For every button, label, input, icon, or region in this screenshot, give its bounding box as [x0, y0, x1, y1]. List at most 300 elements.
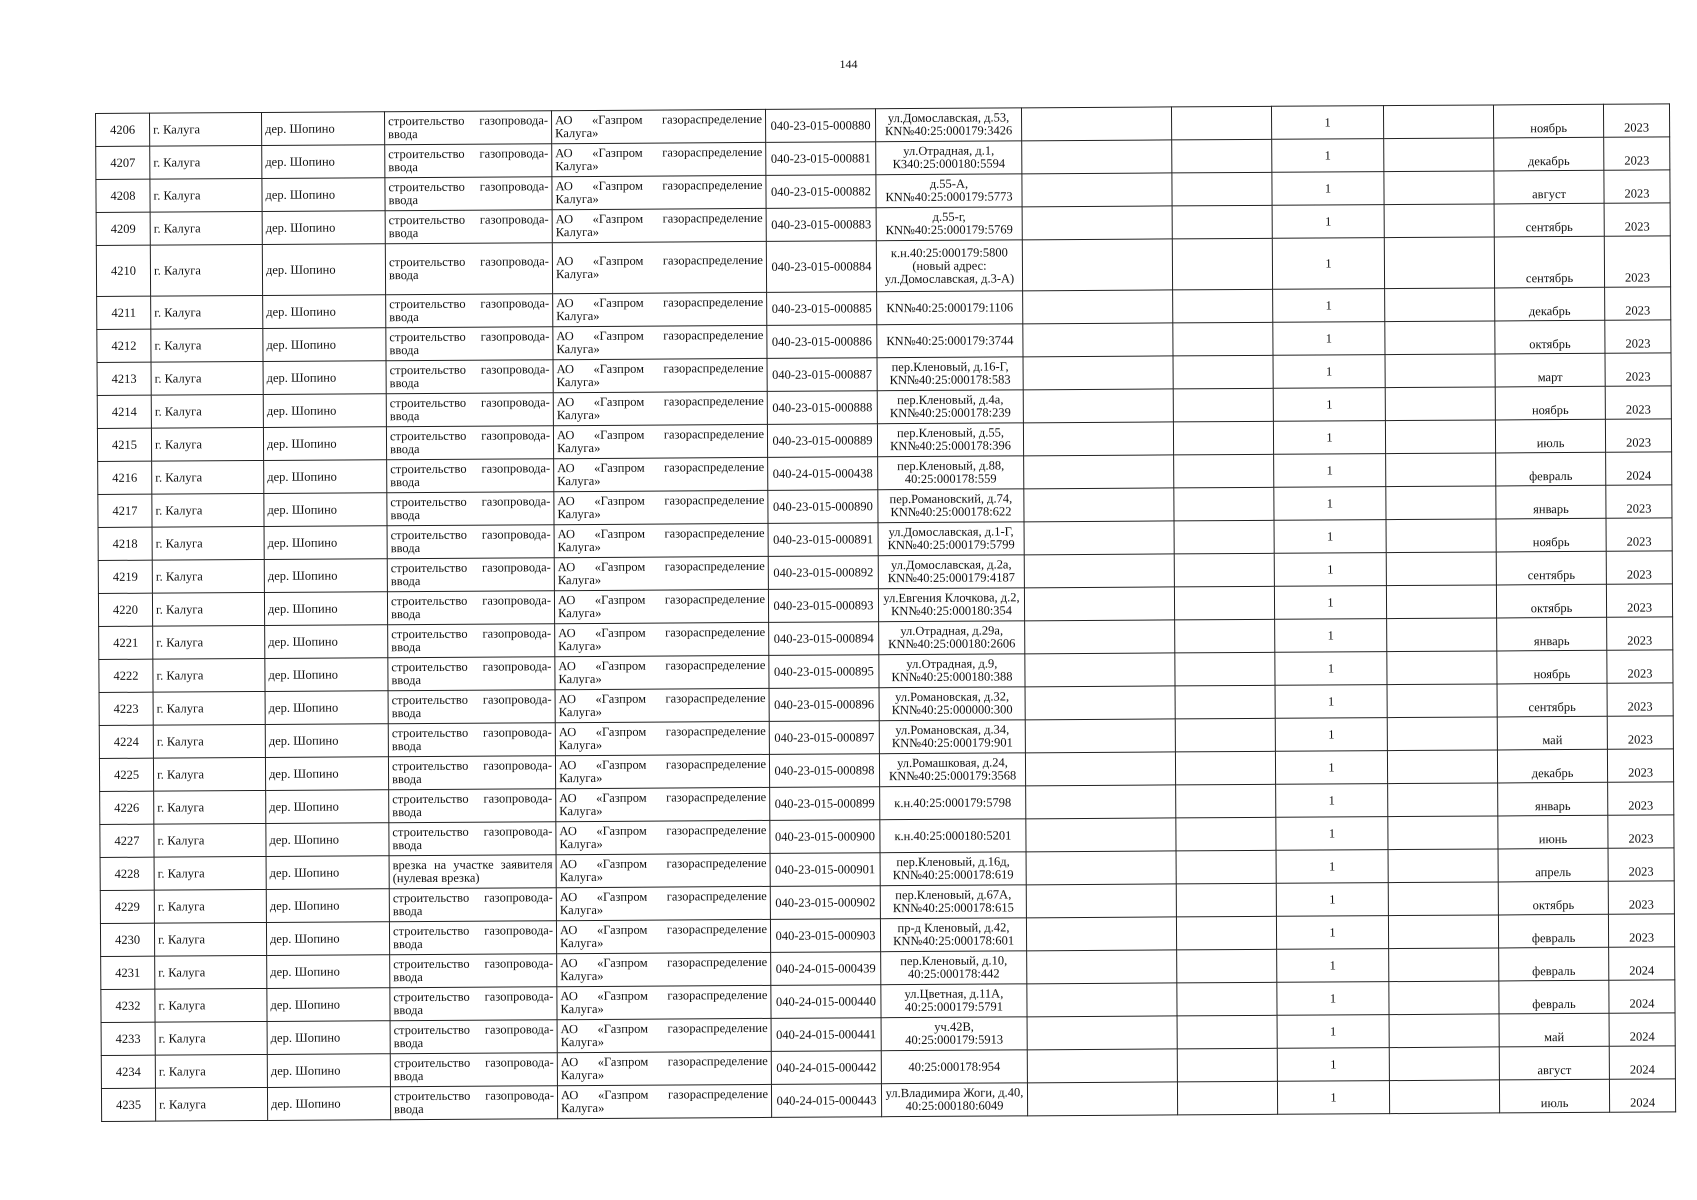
- row-village: дер. Шопино: [265, 724, 388, 758]
- row-code: 040-23-015-000902: [770, 886, 880, 920]
- row-year: 2023: [1608, 782, 1674, 815]
- row-number: 4229: [100, 890, 154, 923]
- row-number: 4222: [99, 659, 153, 692]
- row-number: 4227: [100, 824, 154, 857]
- row-organization: АО «Газпром газораспределение Калуга»: [555, 655, 769, 689]
- row-quantity: 1: [1274, 520, 1386, 554]
- row-quantity: 1: [1275, 751, 1387, 785]
- row-quantity: 1: [1272, 172, 1384, 206]
- row-quantity: 1: [1276, 850, 1388, 884]
- row-organization: АО «Газпром газораспределение Калуга»: [557, 1051, 771, 1085]
- row-number: 4208: [96, 179, 150, 212]
- row-address: ул.Отрадная, д.29а, КN№40:25:000180:2606: [879, 621, 1025, 655]
- row-work-type: строительство газопровода-ввода: [390, 987, 557, 1021]
- row-empty-cell: [1026, 785, 1176, 819]
- row-organization: АО «Газпром газораспределение Калуга»: [554, 490, 768, 524]
- row-address: ул.Владимира Жоги, д.40, 40:25:000180:6049: [881, 1083, 1027, 1117]
- row-number: 4214: [97, 395, 151, 428]
- row-month: декабрь: [1494, 137, 1604, 171]
- row-work-type: строительство газопровода-ввода: [388, 690, 555, 724]
- row-address: пер.Кленовый, д.67А, КN№40:25:000178:615: [880, 885, 1026, 919]
- row-quantity: 1: [1272, 205, 1384, 239]
- row-work-type: строительство газопровода-ввода: [387, 591, 554, 625]
- row-year: 2023: [1606, 485, 1672, 518]
- row-year: 2024: [1609, 947, 1675, 980]
- row-village: дер. Шопино: [262, 145, 385, 179]
- row-code: 040-23-015-000883: [766, 208, 876, 242]
- row-work-type: строительство газопровода-ввода: [387, 492, 554, 526]
- row-code: 040-23-015-000897: [769, 721, 879, 755]
- row-organization: АО «Газпром газораспределение Калуга»: [557, 952, 771, 986]
- row-organization: АО «Газпром газораспределение Калуга»: [555, 622, 769, 656]
- row-village: дер. Шопино: [265, 757, 388, 791]
- row-empty-cell: [1175, 751, 1275, 785]
- row-number: 4218: [98, 527, 152, 560]
- row-city: г. Калуга: [155, 1087, 267, 1121]
- row-empty-cell: [1386, 519, 1496, 553]
- row-city: г. Калуга: [151, 295, 263, 329]
- row-empty-cell: [1022, 206, 1172, 240]
- row-number: 4225: [99, 758, 153, 791]
- row-year: 2023: [1605, 419, 1671, 452]
- row-empty-cell: [1389, 1080, 1499, 1114]
- row-village: дер. Шопино: [263, 394, 386, 428]
- row-organization: АО «Газпром газораспределение Калуга»: [552, 142, 766, 176]
- row-empty-cell: [1173, 421, 1273, 455]
- row-address: ул.Цветная, д.11А, 40:25:000179:5791: [881, 984, 1027, 1018]
- row-code: 040-24-015-000439: [771, 952, 881, 986]
- row-empty-cell: [1176, 817, 1276, 851]
- row-number: 4221: [99, 626, 153, 659]
- row-code: 040-23-015-000895: [769, 655, 879, 689]
- row-empty-cell: [1024, 587, 1174, 621]
- row-month: февраль: [1499, 980, 1609, 1014]
- row-organization: АО «Газпром газораспределение Калуга»: [555, 754, 769, 788]
- row-year: 2023: [1607, 749, 1673, 782]
- row-work-type: строительство газопровода-ввода: [390, 1053, 557, 1087]
- row-quantity: 1: [1274, 586, 1386, 620]
- row-empty-cell: [1389, 981, 1499, 1015]
- row-number: 4231: [101, 956, 155, 989]
- row-code: 040-24-015-000443: [771, 1084, 881, 1118]
- row-month: ноябрь: [1495, 386, 1605, 420]
- row-year: 2023: [1605, 320, 1671, 353]
- row-city: г. Калуга: [153, 625, 265, 659]
- row-empty-cell: [1386, 585, 1496, 619]
- row-month: май: [1497, 716, 1607, 750]
- row-empty-cell: [1025, 752, 1175, 786]
- row-empty-cell: [1384, 204, 1494, 238]
- row-village: дер. Шопино: [265, 658, 388, 692]
- row-work-type: врезка на участке заявителя (нулевая врезка): [389, 855, 556, 889]
- row-empty-cell: [1175, 718, 1275, 752]
- row-quantity: 1: [1274, 454, 1386, 488]
- row-address: ул.Ромашковая, д.24, КN№40:25:000179:3568: [879, 753, 1025, 787]
- row-city: г. Калуга: [150, 178, 262, 212]
- row-address: д.55-г, КN№40:25:000179:5769: [876, 207, 1022, 241]
- row-address: ул.Домославская, д.2а, КN№40:25:000179:4187: [878, 555, 1024, 589]
- row-organization: АО «Газпром газораспределение Калуга»: [554, 589, 768, 623]
- row-number: 4210: [96, 245, 150, 296]
- row-empty-cell: [1173, 322, 1273, 356]
- row-city: г. Калуга: [155, 988, 267, 1022]
- row-organization: АО «Газпром газораспределение Калуга»: [551, 109, 765, 143]
- row-work-type: строительство газопровода-ввода: [388, 657, 555, 691]
- row-quantity: 1: [1273, 322, 1385, 356]
- row-village: дер. Шопино: [266, 823, 389, 857]
- row-month: ноябрь: [1496, 518, 1606, 552]
- row-village: дер. Шопино: [267, 988, 390, 1022]
- row-month: январь: [1498, 782, 1608, 816]
- row-empty-cell: [1385, 354, 1495, 388]
- row-empty-cell: [1386, 486, 1496, 520]
- row-address: пер.Романовский, д.74, КN№40:25:000178:622: [878, 489, 1024, 523]
- row-code: 040-23-015-000889: [767, 424, 877, 458]
- row-code: 040-23-015-000901: [770, 853, 880, 887]
- row-empty-cell: [1177, 949, 1277, 983]
- row-address: пер.Кленовый, д.16д, КN№40:25:000178:619: [880, 852, 1026, 886]
- row-work-type: строительство газопровода-ввода: [385, 144, 552, 178]
- row-organization: АО «Газпром газораспределение Калуга»: [556, 886, 770, 920]
- row-code: 040-23-015-000880: [765, 109, 875, 143]
- row-code: 040-24-015-000441: [771, 1018, 881, 1052]
- row-code: 040-24-015-000442: [771, 1051, 881, 1085]
- row-village: дер. Шопино: [264, 526, 387, 560]
- row-empty-cell: [1177, 1015, 1277, 1049]
- row-village: дер. Шопино: [262, 211, 385, 245]
- row-empty-cell: [1171, 106, 1271, 140]
- row-city: г. Калуга: [150, 112, 262, 146]
- row-address: ул.Домославская, д.1-Г, КN№40:25:000179:5799: [878, 522, 1024, 556]
- row-code: 040-23-015-000888: [767, 391, 877, 425]
- row-empty-cell: [1175, 685, 1275, 719]
- row-month: июль: [1495, 419, 1605, 453]
- row-organization: АО «Газпром газораспределение Калуга»: [553, 325, 767, 359]
- row-empty-cell: [1027, 1082, 1177, 1116]
- row-number: 4223: [99, 692, 153, 725]
- row-city: г. Калуга: [153, 724, 265, 758]
- row-number: 4220: [98, 593, 152, 626]
- row-city: г. Калуга: [152, 559, 264, 593]
- row-code: 040-23-015-000891: [768, 523, 878, 557]
- row-empty-cell: [1026, 851, 1176, 885]
- row-village: дер. Шопино: [261, 112, 384, 146]
- row-city: г. Калуга: [153, 757, 265, 791]
- row-empty-cell: [1025, 620, 1175, 654]
- row-year: 2023: [1605, 386, 1671, 419]
- row-empty-cell: [1026, 884, 1176, 918]
- row-address: пер.Кленовый, д.4а, КN№40:25:000178:239: [877, 390, 1023, 424]
- row-empty-cell: [1174, 487, 1274, 521]
- row-code: 040-23-015-000892: [768, 556, 878, 590]
- row-empty-cell: [1174, 520, 1274, 554]
- row-empty-cell: [1177, 1048, 1277, 1082]
- row-empty-cell: [1387, 750, 1497, 784]
- row-city: г. Калуга: [155, 955, 267, 989]
- row-empty-cell: [1385, 321, 1495, 355]
- row-empty-cell: [1022, 239, 1172, 291]
- row-number: 4216: [98, 461, 152, 494]
- row-quantity: 1: [1271, 106, 1383, 140]
- row-empty-cell: [1025, 653, 1175, 687]
- row-city: г. Калуга: [152, 493, 264, 527]
- row-empty-cell: [1383, 105, 1493, 139]
- row-month: сентябрь: [1496, 551, 1606, 585]
- row-empty-cell: [1027, 1016, 1177, 1050]
- row-year: 2023: [1605, 287, 1671, 320]
- row-number: 4234: [101, 1055, 155, 1088]
- row-organization: АО «Газпром газораспределение Калуга»: [554, 457, 768, 491]
- row-quantity: 1: [1272, 139, 1384, 173]
- row-city: г. Калуга: [152, 592, 264, 626]
- row-month: апрель: [1498, 848, 1608, 882]
- row-month: июнь: [1498, 815, 1608, 849]
- row-empty-cell: [1024, 554, 1174, 588]
- row-work-type: строительство газопровода-ввода: [389, 888, 556, 922]
- row-empty-cell: [1172, 238, 1272, 290]
- row-empty-cell: [1024, 488, 1174, 522]
- row-code: 040-23-015-000882: [766, 175, 876, 209]
- row-quantity: 1: [1275, 718, 1387, 752]
- row-organization: АО «Газпром газораспределение Калуга»: [553, 358, 767, 392]
- row-month: март: [1495, 353, 1605, 387]
- row-organization: АО «Газпром газораспределение Калуга»: [557, 985, 771, 1019]
- row-year: 2023: [1607, 617, 1673, 650]
- row-year: 2024: [1609, 1046, 1675, 1079]
- row-code: 040-24-015-000438: [768, 457, 878, 491]
- row-city: г. Калуга: [151, 361, 263, 395]
- row-empty-cell: [1172, 205, 1272, 239]
- row-address: ул.Отрадная, д.1, К340:25:000180:5594: [876, 141, 1022, 175]
- row-number: 4235: [101, 1088, 155, 1121]
- row-work-type: строительство газопровода-ввода: [389, 921, 556, 955]
- row-empty-cell: [1388, 915, 1498, 949]
- row-month: декабрь: [1495, 287, 1605, 321]
- row-organization: АО «Газпром газораспределение Калуга»: [556, 787, 770, 821]
- row-address: ул.Романовская, д.32, КN№40:25:000000:300: [879, 687, 1025, 721]
- row-organization: АО «Газпром газораспределение Калуга»: [553, 391, 767, 425]
- row-address: КN№40:25:000179:1106: [877, 291, 1023, 325]
- row-organization: АО «Газпром газораспределение Калуга»: [553, 424, 767, 458]
- row-organization: АО «Газпром газораспределение Калуга»: [555, 721, 769, 755]
- row-month: февраль: [1498, 914, 1608, 948]
- row-work-type: строительство газопровода-ввода: [390, 1086, 557, 1120]
- row-city: г. Калуга: [152, 460, 264, 494]
- row-quantity: 1: [1273, 388, 1385, 422]
- row-city: г. Калуга: [154, 790, 266, 824]
- row-number: 4213: [97, 362, 151, 395]
- row-city: г. Калуга: [150, 211, 262, 245]
- row-city: г. Калуга: [155, 1054, 267, 1088]
- row-village: дер. Шопино: [262, 244, 385, 296]
- row-work-type: строительство газопровода-ввода: [386, 360, 553, 394]
- row-city: г. Калуга: [150, 244, 262, 296]
- row-month: октябрь: [1498, 881, 1608, 915]
- row-village: дер. Шопино: [263, 361, 386, 395]
- row-address: ул.Домославская, д.53, КN№40:25:000179:3426: [875, 108, 1021, 142]
- row-month: сентябрь: [1494, 203, 1604, 237]
- row-village: дер. Шопино: [263, 295, 386, 329]
- row-number: 4224: [99, 725, 153, 758]
- row-city: г. Калуга: [154, 889, 266, 923]
- row-village: дер. Шопино: [263, 328, 386, 362]
- row-year: 2023: [1604, 236, 1670, 287]
- row-village: дер. Шопино: [267, 1087, 390, 1121]
- row-code: 040-23-015-000896: [769, 688, 879, 722]
- row-number: 4228: [100, 857, 154, 890]
- row-work-type: строительство газопровода-ввода: [388, 723, 555, 757]
- row-month: август: [1494, 170, 1604, 204]
- row-year: 2024: [1606, 452, 1672, 485]
- row-empty-cell: [1024, 521, 1174, 555]
- page-number: 144: [839, 57, 858, 71]
- row-city: г. Калуга: [151, 328, 263, 362]
- row-quantity: 1: [1276, 916, 1388, 950]
- row-village: дер. Шопино: [267, 955, 390, 989]
- row-organization: АО «Газпром газораспределение Калуга»: [554, 556, 768, 590]
- row-empty-cell: [1023, 323, 1173, 357]
- row-empty-cell: [1387, 717, 1497, 751]
- row-month: октябрь: [1495, 320, 1605, 354]
- row-month: январь: [1496, 485, 1606, 519]
- row-village: дер. Шопино: [266, 856, 389, 890]
- row-number: 4230: [100, 923, 154, 956]
- row-village: дер. Шопино: [266, 889, 389, 923]
- row-organization: АО «Газпром газораспределение Калуга»: [553, 292, 767, 326]
- row-quantity: 1: [1272, 238, 1384, 290]
- row-empty-cell: [1176, 883, 1276, 917]
- row-empty-cell: [1174, 454, 1274, 488]
- row-month: май: [1499, 1013, 1609, 1047]
- row-empty-cell: [1176, 850, 1276, 884]
- row-year: 2023: [1604, 170, 1670, 203]
- row-month: декабрь: [1497, 749, 1607, 783]
- row-address: КN№40:25:000179:3744: [877, 324, 1023, 358]
- row-work-type: строительство газопровода-ввода: [386, 327, 553, 361]
- row-city: г. Калуга: [153, 658, 265, 692]
- row-empty-cell: [1023, 422, 1173, 456]
- row-work-type: строительство газопровода-ввода: [387, 558, 554, 592]
- row-empty-cell: [1176, 916, 1276, 950]
- row-number: 4226: [100, 791, 154, 824]
- row-village: дер. Шопино: [267, 1054, 390, 1088]
- row-month: сентябрь: [1494, 236, 1604, 288]
- row-year: 2023: [1607, 716, 1673, 749]
- row-empty-cell: [1026, 818, 1176, 852]
- row-quantity: 1: [1274, 487, 1386, 521]
- row-year: 2023: [1608, 815, 1674, 848]
- row-village: дер. Шопино: [264, 592, 387, 626]
- row-year: 2024: [1609, 1013, 1675, 1046]
- row-empty-cell: [1385, 420, 1495, 454]
- row-empty-cell: [1022, 140, 1172, 174]
- row-address: пер.Кленовый, д.88, 40:25:000178:559: [878, 456, 1024, 490]
- row-work-type: строительство газопровода-ввода: [388, 756, 555, 790]
- row-work-type: строительство газопровода-ввода: [384, 111, 551, 145]
- row-quantity: 1: [1275, 685, 1387, 719]
- row-work-type: строительство газопровода-ввода: [387, 525, 554, 559]
- row-code: 040-23-015-000903: [770, 919, 880, 953]
- row-empty-cell: [1387, 651, 1497, 685]
- row-year: 2023: [1607, 683, 1673, 716]
- row-village: дер. Шопино: [265, 625, 388, 659]
- row-year: 2024: [1609, 1079, 1675, 1112]
- row-empty-cell: [1384, 171, 1494, 205]
- row-empty-cell: [1027, 983, 1177, 1017]
- row-quantity: 1: [1276, 817, 1388, 851]
- row-quantity: 1: [1273, 355, 1385, 389]
- row-month: ноябрь: [1497, 650, 1607, 684]
- row-empty-cell: [1023, 389, 1173, 423]
- row-work-type: строительство газопровода-ввода: [390, 1020, 557, 1054]
- row-work-type: строительство газопровода-ввода: [386, 294, 553, 328]
- row-empty-cell: [1386, 552, 1496, 586]
- row-empty-cell: [1022, 173, 1172, 207]
- row-village: дер. Шопино: [263, 427, 386, 461]
- row-number: 4207: [96, 146, 150, 179]
- registry-table: [95, 103, 1676, 1122]
- row-quantity: 1: [1273, 289, 1385, 323]
- row-number: 4219: [98, 560, 152, 593]
- row-work-type: строительство газопровода-ввода: [385, 210, 552, 244]
- row-village: дер. Шопино: [264, 493, 387, 527]
- row-month: сентябрь: [1497, 683, 1607, 717]
- row-address: пер.Кленовый, д.10, 40:25:000178:442: [881, 951, 1027, 985]
- row-empty-cell: [1388, 816, 1498, 850]
- row-year: 2023: [1608, 881, 1674, 914]
- row-code: 040-23-015-000884: [766, 241, 876, 293]
- row-code: 040-23-015-000886: [767, 325, 877, 359]
- row-quantity: 1: [1276, 883, 1388, 917]
- row-number: 4215: [97, 428, 151, 461]
- row-year: 2023: [1603, 104, 1669, 137]
- row-empty-cell: [1026, 917, 1176, 951]
- row-organization: АО «Газпром газораспределение Калуга»: [556, 919, 770, 953]
- row-empty-cell: [1385, 387, 1495, 421]
- row-city: г. Калуга: [154, 823, 266, 857]
- row-empty-cell: [1027, 950, 1177, 984]
- row-quantity: 1: [1274, 553, 1386, 587]
- row-empty-cell: [1387, 618, 1497, 652]
- row-quantity: 1: [1275, 619, 1387, 653]
- row-address: ул.Отрадная, д.9, КN№40:25:000180:388: [879, 654, 1025, 688]
- row-empty-cell: [1173, 289, 1273, 323]
- row-address: к.н.40:25:000179:5798: [880, 786, 1026, 820]
- row-code: 040-23-015-000893: [768, 589, 878, 623]
- row-empty-cell: [1172, 172, 1272, 206]
- row-city: г. Калуга: [154, 856, 266, 890]
- row-code: 040-23-015-000881: [766, 142, 876, 176]
- row-code: 040-23-015-000900: [770, 820, 880, 854]
- row-month: июль: [1499, 1079, 1609, 1113]
- row-number: 4217: [98, 494, 152, 527]
- row-organization: АО «Газпром газораспределение Калуга»: [554, 523, 768, 557]
- row-month: август: [1499, 1046, 1609, 1080]
- row-year: 2023: [1608, 914, 1674, 947]
- row-address: пер.Кленовый, д.16-Г, КN№40:25:000178:583: [877, 357, 1023, 391]
- row-empty-cell: [1173, 355, 1273, 389]
- row-organization: АО «Газпром газораспределение Калуга»: [552, 241, 766, 293]
- row-month: октябрь: [1496, 584, 1606, 618]
- row-village: дер. Шопино: [266, 922, 389, 956]
- row-quantity: 1: [1277, 1081, 1389, 1115]
- row-empty-cell: [1023, 290, 1173, 324]
- row-address: пер.Кленовый, д.55, КN№40:25:000178:396: [877, 423, 1023, 457]
- row-number: 4209: [96, 212, 150, 245]
- row-village: дер. Шопино: [266, 790, 389, 824]
- row-address: 40:25:000178:954: [881, 1050, 1027, 1084]
- row-organization: АО «Газпром газораспределение Калуга»: [552, 208, 766, 242]
